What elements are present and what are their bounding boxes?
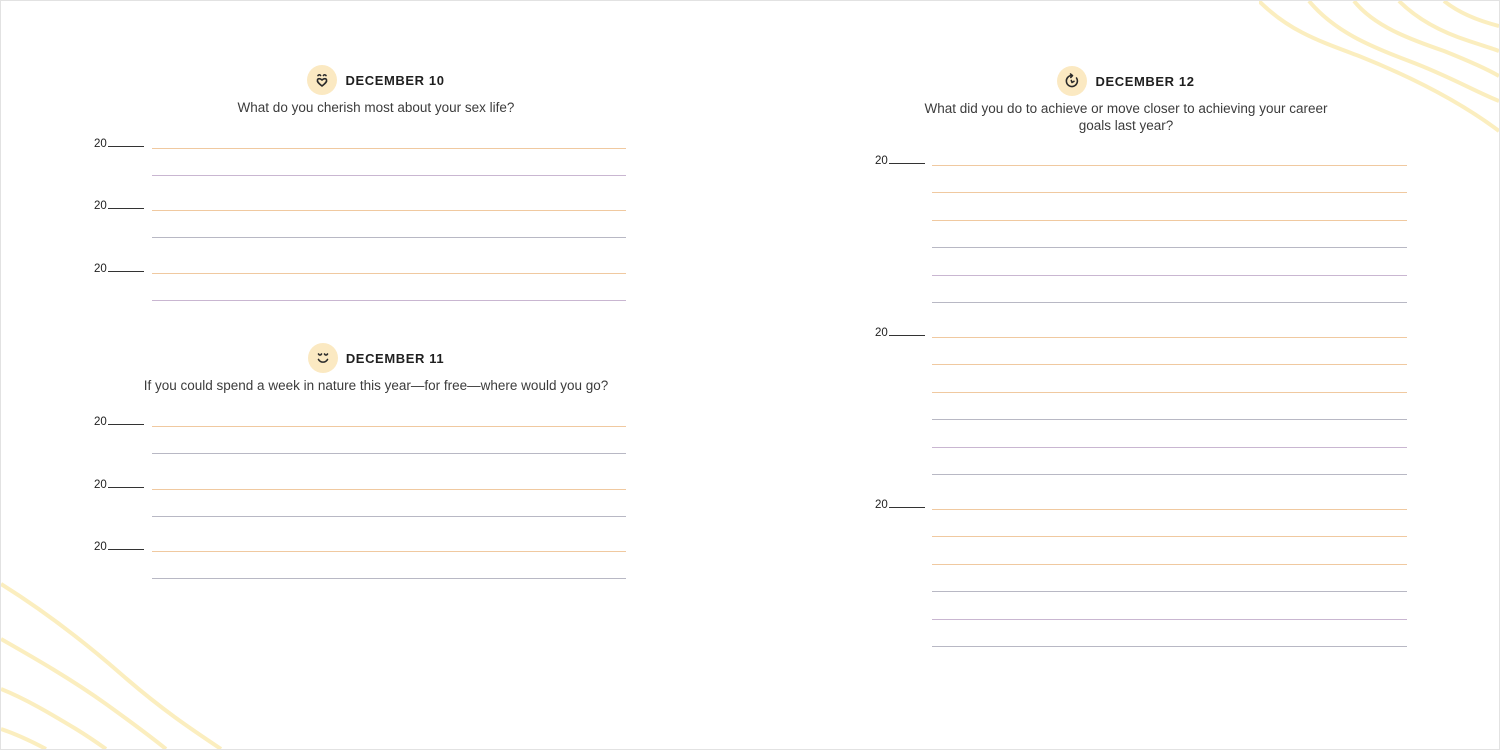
year-group-1	[1, 138, 751, 198]
heart-face-icon	[307, 65, 337, 95]
entry-date: DECEMBER 10	[345, 72, 445, 88]
year-group-3	[1, 263, 751, 323]
write-line[interactable]	[152, 300, 626, 301]
year-label: 20	[94, 416, 144, 428]
write-line[interactable]	[932, 536, 1407, 537]
year-blank[interactable]	[108, 548, 144, 550]
year-label: 20	[94, 138, 144, 150]
write-line[interactable]	[932, 419, 1407, 420]
write-line[interactable]	[932, 165, 1407, 166]
entry-prompt: What do you cherish most about your sex life?	[237, 100, 515, 115]
entry-december-11	[1, 342, 751, 553]
entry-date: DECEMBER 11	[345, 350, 445, 366]
write-line[interactable]	[932, 509, 1407, 510]
entry-date: DECEMBER 12	[1095, 73, 1195, 89]
year-group-2	[1, 200, 751, 260]
write-line[interactable]	[932, 564, 1407, 565]
write-line[interactable]	[932, 192, 1407, 193]
year-blank[interactable]	[889, 162, 925, 164]
write-line[interactable]	[932, 646, 1407, 647]
year-label: 20	[875, 155, 925, 167]
write-line[interactable]	[932, 447, 1407, 448]
year-blank[interactable]	[108, 145, 144, 147]
write-line[interactable]	[932, 275, 1407, 276]
write-line[interactable]	[932, 337, 1407, 338]
write-line[interactable]	[932, 392, 1407, 393]
year-blank[interactable]	[108, 270, 144, 272]
year-label: 20	[94, 541, 144, 553]
year-blank[interactable]	[889, 506, 925, 508]
entry-december-12	[751, 65, 1500, 511]
write-line[interactable]	[152, 426, 626, 427]
year-label: 20	[94, 200, 144, 212]
entry-header	[751, 65, 1500, 97]
year-group-1	[1, 416, 751, 476]
year-label: 20	[875, 327, 925, 339]
decorative-swirl-bottom-left	[1, 579, 231, 749]
year-label: 20	[94, 263, 144, 275]
write-line[interactable]	[152, 551, 626, 552]
write-line[interactable]	[152, 273, 626, 274]
write-line[interactable]	[152, 489, 626, 490]
entry-header	[1, 64, 751, 96]
year-blank[interactable]	[108, 207, 144, 209]
refresh-face-icon	[1057, 66, 1087, 96]
write-line[interactable]	[152, 516, 626, 517]
write-line[interactable]	[932, 591, 1407, 592]
write-line[interactable]	[152, 453, 626, 454]
write-line[interactable]	[932, 302, 1407, 303]
entry-header	[1, 342, 751, 374]
write-line[interactable]	[932, 474, 1407, 475]
write-line[interactable]	[152, 175, 626, 176]
write-line[interactable]	[152, 210, 626, 211]
year-label: 20	[94, 479, 144, 491]
year-group-1	[751, 155, 1500, 315]
write-line[interactable]	[152, 578, 626, 579]
year-group-3	[751, 499, 1500, 659]
write-line[interactable]	[932, 364, 1407, 365]
write-line[interactable]	[932, 247, 1407, 248]
year-blank[interactable]	[108, 423, 144, 425]
year-blank[interactable]	[889, 334, 925, 336]
write-line[interactable]	[932, 619, 1407, 620]
year-group-3	[1, 541, 751, 601]
entry-december-10	[1, 64, 751, 275]
entry-prompt: What did you do to achieve or move closer to achieving your career goals last year?	[924, 101, 1328, 133]
year-blank[interactable]	[108, 486, 144, 488]
year-group-2	[751, 327, 1500, 487]
year-group-2	[1, 479, 751, 539]
winking-face-icon	[308, 343, 338, 373]
write-line[interactable]	[932, 220, 1407, 221]
entry-prompt: If you could spend a week in nature this year—for free—where would you go?	[143, 378, 609, 393]
write-line[interactable]	[152, 237, 626, 238]
write-line[interactable]	[152, 148, 626, 149]
year-label: 20	[875, 499, 925, 511]
